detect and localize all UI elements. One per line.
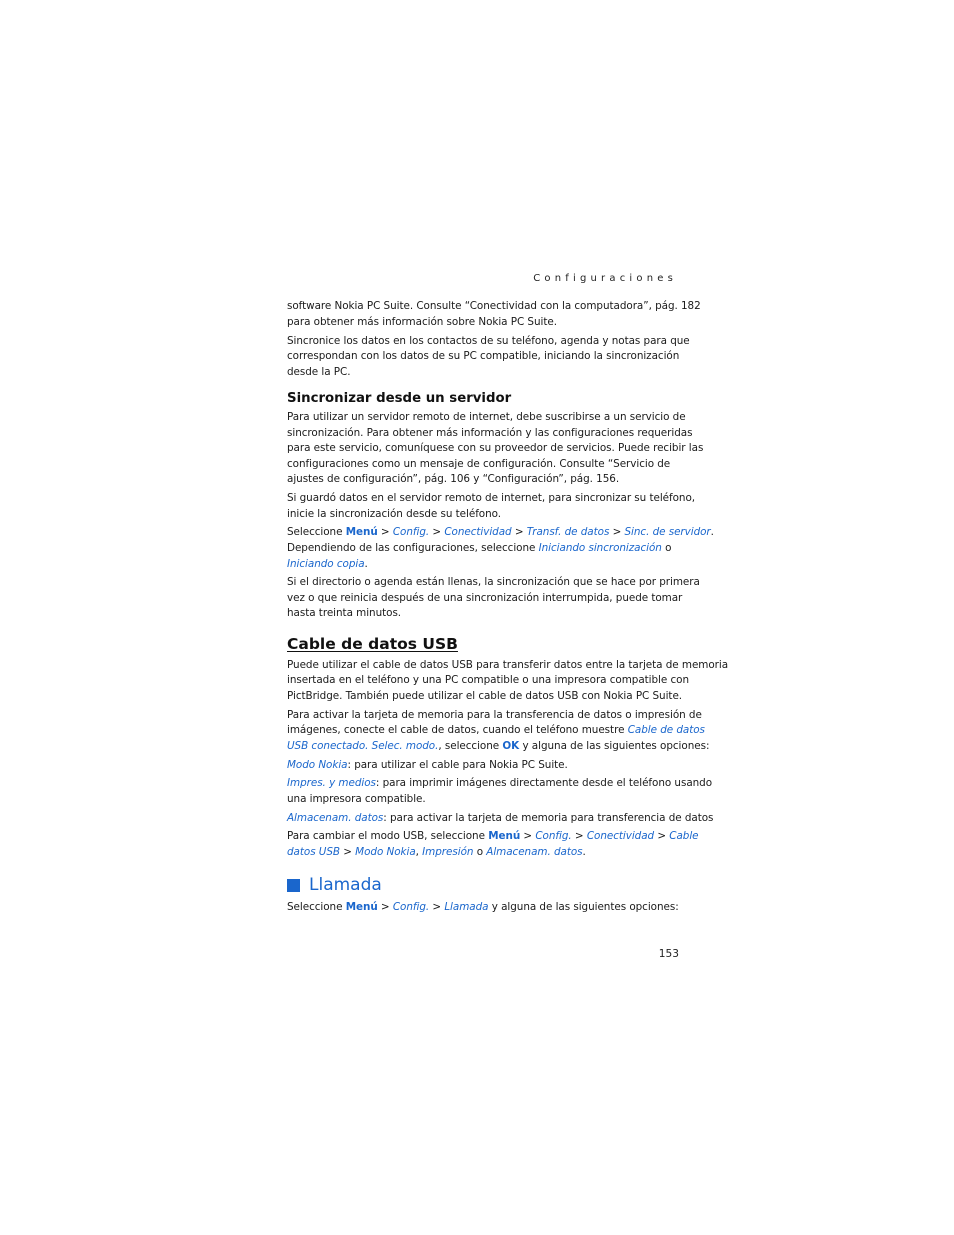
intro-paragraph-line (287, 334, 690, 350)
text: Si guardó datos en el servidor remoto de internet, para sincronizar su teléfono, (287, 492, 696, 504)
iniciando-sincronizacion-option[interactable]: Iniciando sincronización (538, 542, 662, 554)
text: : para imprimir imágenes directamente desde el teléfono usando (375, 777, 713, 789)
text: para este servicio, comuníquese con su proveedor de servicios. Puede recibir las (287, 442, 704, 454)
body-line (287, 708, 702, 724)
body-line (287, 591, 683, 607)
option-line (287, 758, 679, 774)
option-line (287, 811, 714, 827)
intro-paragraph-line (287, 365, 679, 381)
menu-link[interactable]: Menú (488, 830, 521, 842)
config-link[interactable]: Config. (392, 901, 430, 913)
text: software Nokia PC Suite. Consulte “Conectividad con la computadora”, pág. 182 (287, 300, 701, 312)
almacenam-datos-link[interactable]: Almacenam. datos (486, 846, 583, 858)
impresion-link[interactable]: Impresión (422, 846, 474, 858)
text: configuraciones como un mensaje de configuración. Consulte “Servicio de (287, 458, 671, 470)
text: Para activar la tarjeta de memoria para la transferencia de datos o impresión de (287, 709, 702, 721)
body-line (287, 575, 700, 591)
section-heading-llamada (287, 875, 382, 896)
config-link[interactable]: Config. (535, 830, 572, 842)
body-line (287, 491, 696, 507)
sinc-servidor-link[interactable]: Sinc. de servidor (624, 526, 711, 538)
text: inicie la sincronización desde su teléfono. (287, 508, 502, 520)
text: Sincronice los datos en los contactos de su teléfono, agenda y notas para que (287, 335, 690, 347)
square-bullet-icon (287, 879, 300, 892)
menu-path-line: Para cambiar el modo USB, seleccione Menú > Config. > Conectividad > Cable (287, 830, 699, 842)
conectividad-link[interactable]: Conectividad (586, 830, 655, 842)
cable-link[interactable]: Cable (669, 830, 699, 842)
menu-link[interactable]: Menú (345, 901, 378, 913)
text: Seleccione (287, 901, 343, 913)
text: ajustes de configuración”, pág. 106 y “Configuración”, pág. 156. (287, 473, 620, 485)
menu-link[interactable]: Menú (345, 526, 378, 538)
text: imágenes, conecte el cable de datos, cuando el teléfono muestre (287, 724, 625, 736)
body-line (287, 457, 679, 473)
page-number: 153 (658, 948, 679, 960)
text: o (665, 542, 672, 554)
text: o (476, 846, 483, 858)
section-heading-usb: Cable de datos USB (287, 635, 458, 653)
body-line (287, 658, 729, 674)
text: insertada en el teléfono y una PC compatible o una impresora compatible con (287, 674, 689, 686)
running-header: Configuraciones (533, 273, 677, 284)
text: una impresora compatible. (287, 793, 426, 805)
text: hasta treinta minutos. (287, 607, 402, 619)
text: PictBridge. También puede utilizar el cable de datos USB con Nokia PC Suite. (287, 690, 683, 702)
intro-paragraph-line (287, 349, 679, 365)
text: correspondan con los datos de su PC compatible, iniciando la sincronización (287, 350, 680, 362)
option-line (287, 792, 679, 808)
option-line (287, 776, 713, 792)
menu-path-line: datos USB > Modo Nokia, Impresión o Almacenam. datos. (287, 846, 586, 858)
text: Si el directorio o agenda están llenas, la sincronización que se hace por primera (287, 576, 700, 588)
body-line (287, 689, 683, 705)
text: vez o que reinicia después de una sincronización interrumpida, puede tomar (287, 592, 683, 604)
menu-path-line: Iniciando copia. (287, 558, 368, 570)
iniciando-copia-option[interactable]: Iniciando copia (287, 558, 365, 570)
text: Para utilizar un servidor remoto de internet, debe suscribirse a un servicio de (287, 411, 686, 423)
heading-text: Llamada (309, 875, 382, 895)
text: para obtener más información sobre Nokia PC Suite. (287, 316, 557, 328)
ok-softkey[interactable]: OK (502, 740, 520, 752)
text: y alguna de las siguientes opciones: (522, 740, 710, 752)
almacenam-datos-option[interactable]: Almacenam. datos (287, 812, 384, 824)
body-line (287, 472, 679, 488)
intro-line (287, 315, 679, 331)
body-line (287, 606, 679, 622)
impres-medios-option[interactable]: Impres. y medios (287, 777, 376, 789)
datos-usb-link[interactable]: datos USB (287, 846, 340, 858)
text: Puede utilizar el cable de datos USB para transferir datos entre la tarjeta de memoria (287, 659, 729, 671)
body-line (287, 723, 705, 739)
menu-path-line (287, 541, 679, 557)
body-line (287, 410, 686, 426)
body-line (287, 507, 679, 523)
body-line (287, 441, 704, 457)
body-line (287, 739, 710, 755)
text: Seleccione (287, 526, 343, 538)
usb-conectado-message: USB conectado. Selec. modo. (287, 740, 439, 752)
text: : para activar la tarjeta de memoria para transferencia de datos (383, 812, 714, 824)
text: desde la PC. (287, 366, 351, 378)
body-line (287, 673, 689, 689)
modo-nokia-option[interactable]: Modo Nokia (287, 759, 348, 771)
modo-nokia-link[interactable]: Modo Nokia (355, 846, 416, 858)
text: , seleccione (438, 740, 500, 752)
llamada-link[interactable]: Llamada (444, 901, 489, 913)
text: y alguna de las siguientes opciones: (491, 901, 679, 913)
intro-line (287, 299, 701, 315)
menu-path-line: Seleccione Menú > Config. > Conectividad > Transf. de datos > Sinc. de servidor. (287, 526, 714, 538)
section-heading-sync-server: Sincronizar desde un servidor (287, 391, 512, 406)
text: Dependiendo de las configuraciones, seleccione (287, 542, 536, 554)
text: Para cambiar el modo USB, seleccione (287, 830, 485, 842)
config-link[interactable]: Config. (392, 526, 430, 538)
cable-datos-message: Cable de datos (627, 724, 705, 736)
text: : para utilizar el cable para Nokia PC Suite. (347, 759, 568, 771)
menu-path-line: Seleccione Menú > Config. > Llamada y alguna de las siguientes opciones: (287, 901, 679, 913)
transf-datos-link[interactable]: Transf. de datos (526, 526, 610, 538)
body-line (287, 426, 693, 442)
text: sincronización. Para obtener más información y las configuraciones requeridas (287, 427, 693, 439)
conectividad-link[interactable]: Conectividad (444, 526, 512, 538)
